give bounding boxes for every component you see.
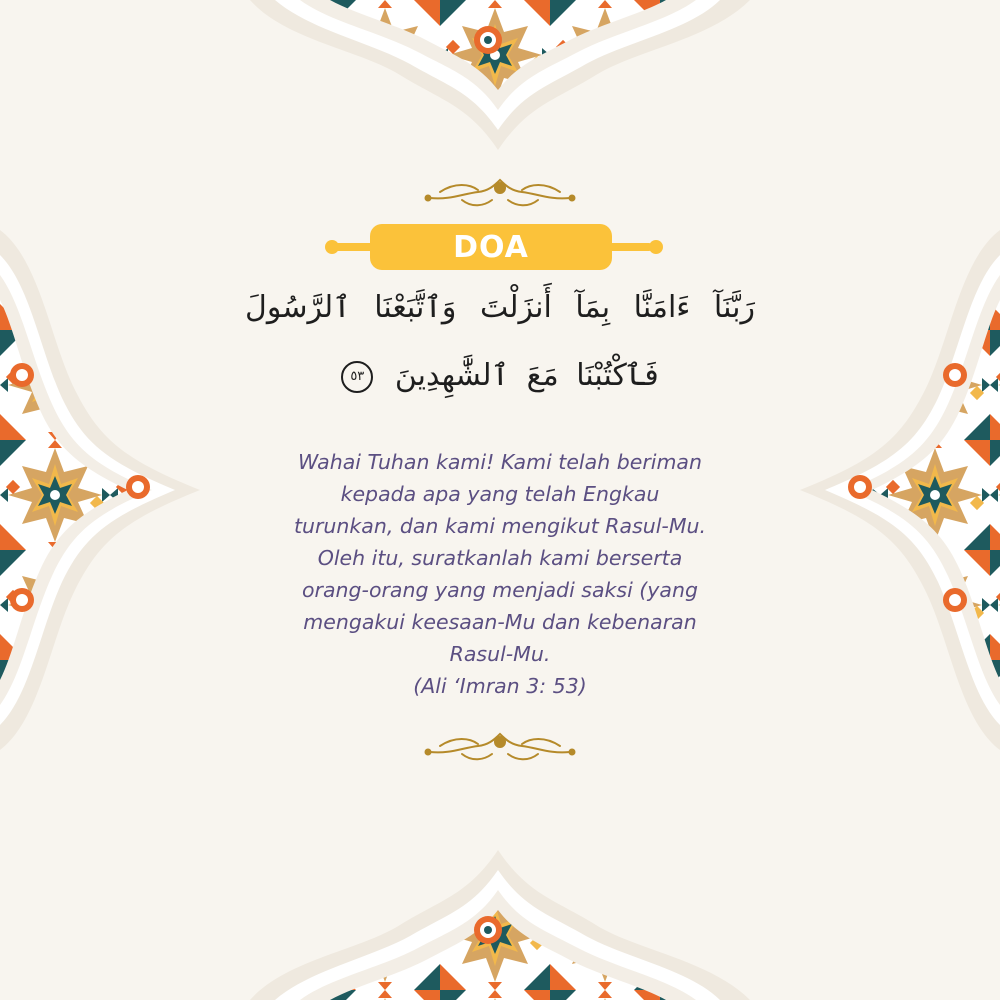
doa-badge (370, 224, 612, 270)
arabic-verse-text: فَٱكْتُبْنَا مَعَ ٱلشَّٰهِدِينَ (394, 358, 659, 393)
arabic-verse-line-1: رَبَّنَآ ءَامَنَّا بِمَآ أَنزَلْتَ وَٱتَّبَعْنَا ٱلرَّسُولَ (245, 290, 755, 325)
translation-text (230, 446, 770, 702)
top-arch-frame (250, 0, 750, 150)
translation-line: mengakui keesaan-Mu dan kebenaran (303, 610, 697, 634)
translation-line: turunkan, dan kami mengikut Rasul-Mu. (293, 514, 707, 538)
verse-number-marker: ٥٣ (341, 361, 373, 393)
translation-line: Oleh itu, suratkanlah kami berserta (317, 546, 683, 570)
right-arch-frame (800, 230, 1000, 750)
left-arch-frame (0, 230, 200, 750)
translation-line: orang-orang yang menjadi saksi (yang (302, 578, 698, 602)
badge-label: DOA (453, 229, 529, 265)
translation-line: Rasul-Mu. (449, 642, 551, 666)
translation-line: kepada apa yang telah Engkau (340, 482, 660, 506)
flourish-ornament-icon (426, 180, 575, 205)
flourish-ornament-icon (426, 734, 575, 759)
bottom-arch-frame (250, 850, 750, 1000)
translation-line: Wahai Tuhan kami! Kami telah beriman (298, 450, 702, 474)
arabic-verse-line-2 (180, 358, 820, 393)
verse-reference: (Ali ‘Imran 3: 53) (413, 674, 587, 698)
